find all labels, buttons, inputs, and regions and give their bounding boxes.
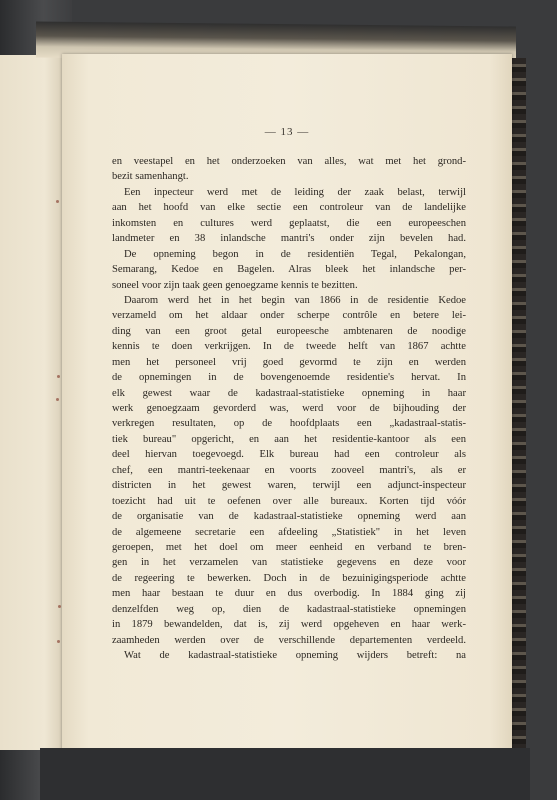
text-line: bezit samenhangt. <box>112 171 189 183</box>
text-line: aan het hoofd van elke sectie een controleur van de landelijke <box>112 202 466 214</box>
book-page <box>62 54 512 750</box>
text-line: chef, een mantri-teekenaar en voorts zooveel mantri's, als er <box>112 464 466 476</box>
text-line: de organisatie van de kadastraal-statistieke opneming werd aan <box>112 511 466 523</box>
book-bottom-shadow <box>40 748 530 800</box>
text-line: tiek bureau" opgericht, en aan het residentie-kantoor als een <box>112 433 466 445</box>
text-line: en veestapel en het onderzoeken van alles, wat met het grond- <box>112 156 466 167</box>
text-line: verkregen resultaten, op de hoofdplaats een „kadastraal-statis- <box>112 418 466 430</box>
text-line: Daarom werd het in het begin van 1866 in de residentie Kedoe <box>124 294 466 306</box>
left-page-edge <box>0 55 65 750</box>
page-number: — 13 — <box>264 126 310 138</box>
margin-mark <box>57 375 60 378</box>
text-line: districten in het gewest waren, terwijl een adjunct-inspecteur <box>112 480 466 492</box>
text-line: inkomsten en cultures werd geplaatst, die een europeeschen <box>112 217 466 229</box>
text-line: in 1879 bewandelden, dat is, zij werd opgeheven en haar werk- <box>112 619 466 631</box>
text-line: gen in het verzamelen van statistieke gegevens en deze voor <box>112 557 466 569</box>
margin-mark <box>57 640 60 643</box>
text-line: De opneming begon in de residentiën Tegal, Pekalongan, <box>124 248 466 260</box>
text-line: ding van een groot getal europeesche ambtenaren de noodige <box>112 325 466 337</box>
margin-mark <box>56 200 59 203</box>
margin-mark <box>56 398 59 401</box>
text-line: Wat de kadastraal-statistieke opneming wijders betreft: na <box>124 650 466 661</box>
text-line: soneel voor zijn taak geen genoegzame kennis te bezitten. <box>112 279 358 291</box>
text-line: zaamheden werden over de verschillende departementen verdeeld. <box>112 634 466 646</box>
text-line: de regeering te bewerken. Doch in de bezuinigingsperiode achtte <box>112 572 466 584</box>
text-line: verzameld om het aldaar onder scherpe contrôle en betere lei- <box>112 310 466 322</box>
text-line: kennis te doen verkrijgen. In de tweede helft van 1867 achtte <box>112 341 466 353</box>
body-text <box>112 154 466 663</box>
text-line: Een inpecteur werd met de leiding der zaak belast, terwijl <box>124 186 466 198</box>
text-line: Semarang, Kedoe en Bagelen. Alras bleek het inlandsche per- <box>112 264 466 276</box>
text-line: men het personeel vrij goed gevormd te zijn en werden <box>112 356 466 368</box>
text-line: de algemeene secretarie een afdeeling „Statistiek" in het leven <box>112 526 466 538</box>
text-line: elk gewest waar de kadastraal-statistieke opneming in haar <box>112 387 466 399</box>
text-line: werk genoegzaam gevorderd was, werd voor de bijhouding der <box>112 403 466 414</box>
text-line: denzelfden weg op, dien de kadastraal-statistieke opnemingen <box>112 603 466 615</box>
text-line: deel hiervan toegevoegd. Elk bureau had een controleur als <box>112 449 466 461</box>
text-line: landmeter en 38 inlandsche mantri's onder zijn bevelen had. <box>112 233 466 245</box>
margin-mark <box>58 605 61 608</box>
text-line: de opnemingen in de bovengenoemde residentie's hervat. In <box>112 372 466 384</box>
text-line: toezicht had uit te oefenen over alle bureaux. Korten tijd vóór <box>112 495 466 507</box>
text-line: geroepen, met het doel om meer eenheid en verband te bren- <box>112 541 466 553</box>
text-line: men haar bestaan te duur en dus overbodig. In 1884 ging zij <box>112 588 466 600</box>
